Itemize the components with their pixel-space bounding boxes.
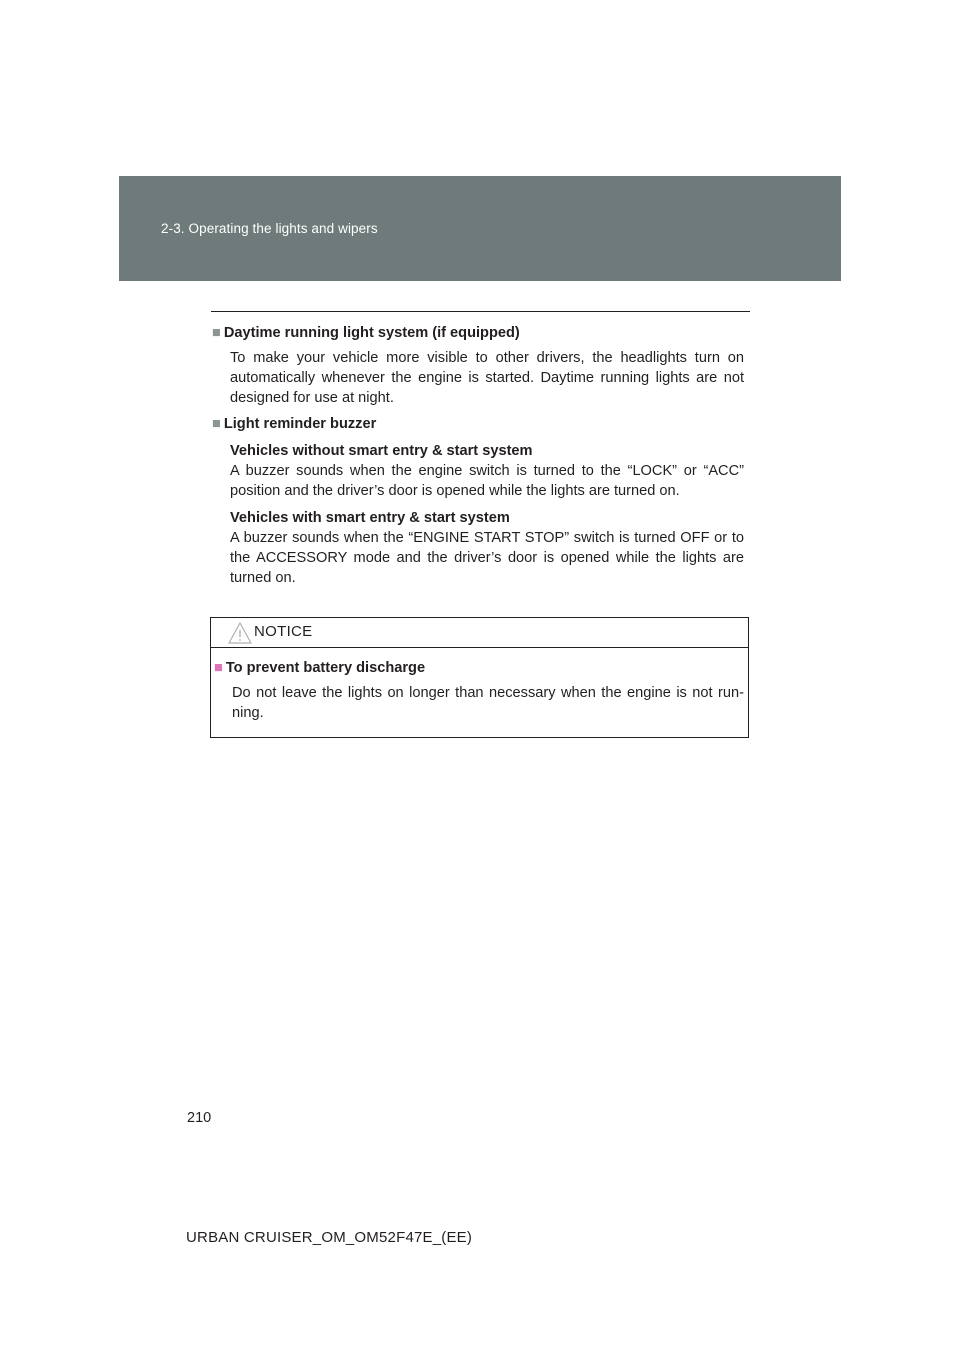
main-content xyxy=(212,323,744,588)
square-bullet-icon: ■ xyxy=(212,416,221,432)
notice-text: Do not leave the lights on longer than necessary when the engine is not run-ning. xyxy=(232,685,744,721)
notice-label: NOTICE xyxy=(254,623,313,640)
top-rule xyxy=(211,311,750,312)
notice-body xyxy=(214,658,744,723)
section-heading-drl: ■ Daytime running light system (if equipped) xyxy=(212,325,520,341)
header-band xyxy=(119,176,841,281)
notice-header xyxy=(211,618,748,648)
square-bullet-icon: ■ xyxy=(212,325,221,341)
section-heading-buzzer: ■ Light reminder buzzer xyxy=(212,416,377,432)
subsection-title-with-smart: Vehicles with smart entry & start system xyxy=(230,510,510,526)
warning-triangle-icon xyxy=(228,622,252,644)
page-number: 210 xyxy=(187,1110,212,1126)
footer-document-id: URBAN CRUISER_OM_OM52F47E_(EE) xyxy=(186,1229,473,1246)
section-text-drl: To make your vehicle more visible to other drivers, the headlights turn on automatically whenever the engine is started. Daytime running lights are not designed for use at night. xyxy=(230,350,744,406)
notice-heading: ■ To prevent battery discharge xyxy=(214,660,426,676)
subsection-text-without-smart: A buzzer sounds when the engine switch is turned to the “LOCK” or “ACC” position and the driver’s door is opened while the lights are turned on. xyxy=(230,463,744,499)
section-title: 2-3. Operating the lights and wipers xyxy=(161,221,378,236)
square-bullet-icon: ■ xyxy=(214,660,223,676)
subsection-title-without-smart: Vehicles without smart entry & start system xyxy=(230,443,533,459)
notice-box xyxy=(210,617,749,738)
subsection-text-with-smart: A buzzer sounds when the “ENGINE START STOP” switch is turned OFF or to the ACCESSORY mode and the driver’s door is opened while the lights are turned on. xyxy=(230,530,744,586)
